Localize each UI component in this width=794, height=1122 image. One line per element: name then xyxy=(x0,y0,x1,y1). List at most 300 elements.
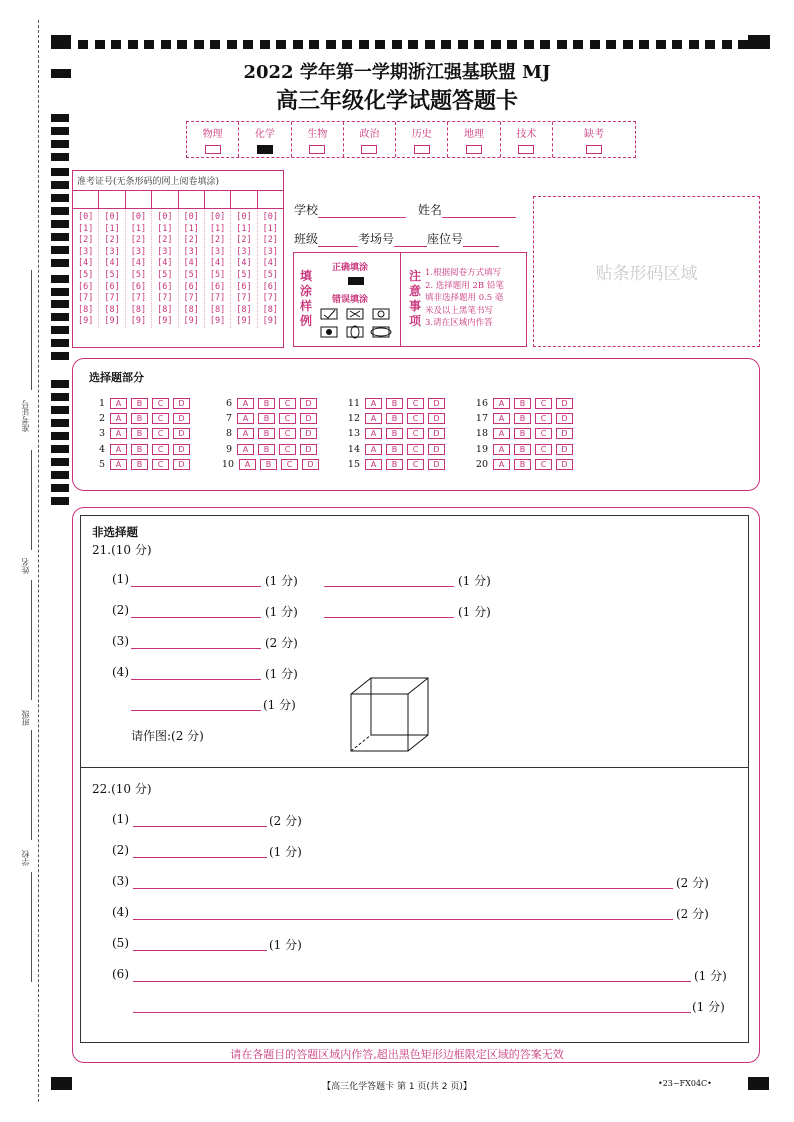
exam-id-bubble[interactable]: [7] xyxy=(262,293,278,304)
timing-mark xyxy=(51,300,69,308)
q21-part4-score: (1 分) xyxy=(265,667,298,681)
exam-id-bubble[interactable]: [8] xyxy=(104,304,120,315)
subject-option[interactable] xyxy=(448,122,500,157)
mc-question-number: 18 xyxy=(475,428,488,439)
side-label-class: 班级 xyxy=(21,710,30,726)
mc-question-row xyxy=(220,413,321,424)
binding-line xyxy=(38,20,39,1102)
exam-id-bubble[interactable]: [5] xyxy=(78,269,94,280)
mc-option-bubble[interactable]: A xyxy=(237,398,254,409)
exam-id-bubble[interactable]: [7] xyxy=(183,293,199,304)
mc-option-bubble[interactable]: D xyxy=(173,459,190,470)
timing-mark xyxy=(359,40,369,49)
mc-option-bubble[interactable]: A xyxy=(110,413,127,424)
exam-id-bubble[interactable]: [4] xyxy=(104,258,120,269)
exam-id-bubble[interactable]: [1] xyxy=(157,223,173,234)
exam-id-bubble[interactable]: [3] xyxy=(78,246,94,257)
exam-id-bubble[interactable]: [5] xyxy=(104,269,120,280)
mc-option-bubble[interactable]: A xyxy=(365,413,382,424)
q22-part6-score: (1 分) xyxy=(694,969,727,983)
timing-mark xyxy=(144,40,154,49)
exam-id-bubble[interactable]: [9] xyxy=(104,316,120,327)
mc-option-bubble[interactable]: B xyxy=(258,398,275,409)
exam-id-bubble[interactable]: [1] xyxy=(183,223,199,234)
side-write-line xyxy=(31,580,32,700)
mc-option-bubble[interactable]: D xyxy=(428,459,445,470)
q22-part4-score: (2 分) xyxy=(676,907,709,921)
exam-id-bubble[interactable]: [3] xyxy=(209,246,226,257)
subject-label: 化学 xyxy=(254,129,275,140)
exam-id-bubble[interactable]: [4] xyxy=(236,258,252,269)
q22-part5-answer-line[interactable] xyxy=(133,950,267,951)
timing-mark xyxy=(51,471,69,479)
mc-question-number: 15 xyxy=(347,459,360,470)
subject-option[interactable] xyxy=(292,122,344,157)
mc-option-bubble[interactable]: B xyxy=(131,459,148,470)
mc-option-bubble[interactable]: C xyxy=(535,428,552,439)
exam-id-bubble[interactable]: [6] xyxy=(236,281,252,292)
timing-mark xyxy=(656,40,666,49)
exam-id-bubble[interactable]: [3] xyxy=(157,246,173,257)
exam-id-bubble[interactable]: [7] xyxy=(209,293,226,304)
mc-option-bubble[interactable]: A xyxy=(237,428,254,439)
mc-option-bubble[interactable]: A xyxy=(493,428,510,439)
exam-id-bubble[interactable]: [1] xyxy=(209,223,226,234)
class-room-seat-row xyxy=(294,230,499,247)
mc-option-bubble[interactable]: A xyxy=(110,459,127,470)
timing-mark xyxy=(51,35,71,49)
sheet-title: 高三年级化学试题答题卡 xyxy=(275,89,518,114)
exam-id-bubble[interactable]: [2] xyxy=(262,235,278,246)
mc-option-bubble[interactable]: A xyxy=(237,413,254,424)
fill-sample-box xyxy=(293,252,401,347)
mc-option-bubble[interactable]: D xyxy=(428,428,445,439)
timing-mark xyxy=(51,168,69,176)
mc-option-bubble[interactable]: B xyxy=(514,398,531,409)
subject-label: 政治 xyxy=(359,129,380,140)
q21-part2-answer-line[interactable] xyxy=(131,617,261,618)
mc-option-bubble[interactable]: A xyxy=(493,459,510,470)
exam-id-bubble[interactable]: [4] xyxy=(262,258,278,269)
subject-label: 生物 xyxy=(307,129,328,140)
timing-mark xyxy=(748,35,770,49)
q22-part5-score: (1 分) xyxy=(269,938,302,952)
mc-option-bubble[interactable]: B xyxy=(386,413,403,424)
mc-question-number: 1 xyxy=(98,398,105,409)
timing-mark xyxy=(95,40,105,49)
timing-mark xyxy=(689,40,699,49)
q22-part2-answer-line[interactable] xyxy=(133,857,267,858)
subject-checkbox[interactable] xyxy=(361,145,377,154)
exam-id-bubble[interactable]: [1] xyxy=(262,223,278,234)
notes-char: 项 xyxy=(409,314,422,328)
mc-question-row xyxy=(93,444,194,455)
exam-id-bubble[interactable]: [1] xyxy=(104,223,120,234)
timing-mark xyxy=(623,40,633,49)
class-label: 班级 xyxy=(294,232,319,246)
q22-label: 22.(10 分) xyxy=(92,782,152,796)
exam-id-bubble[interactable]: [5] xyxy=(183,269,199,280)
mc-option-bubble[interactable]: B xyxy=(131,413,148,424)
exam-id-bubble[interactable]: [9] xyxy=(157,316,173,327)
mc-option-bubble[interactable]: D xyxy=(556,398,573,409)
seat-field[interactable] xyxy=(463,234,499,247)
timing-mark xyxy=(458,40,468,49)
multiple-choice-section xyxy=(72,358,760,491)
exam-id-bubble[interactable]: [9] xyxy=(130,316,147,327)
mc-option-bubble[interactable]: B xyxy=(386,444,403,455)
exam-id-bubble[interactable]: [4] xyxy=(130,258,147,269)
timing-mark xyxy=(639,40,649,49)
name-field[interactable] xyxy=(442,205,516,218)
subject-option[interactable] xyxy=(553,122,635,157)
mc-question-row xyxy=(93,459,194,470)
mc-option-bubble[interactable]: B xyxy=(386,428,403,439)
notes-char: 事 xyxy=(409,299,422,313)
mc-option-bubble[interactable]: D xyxy=(556,413,573,424)
mc-question-row xyxy=(220,459,323,470)
mc-option-bubble[interactable]: C xyxy=(152,413,169,424)
timing-mark xyxy=(51,140,69,148)
exam-id-bubble[interactable]: [5] xyxy=(157,269,173,280)
class-field[interactable] xyxy=(318,234,358,247)
mc-option-bubble[interactable]: A xyxy=(365,428,382,439)
essay-title: 非选择题 xyxy=(92,525,138,539)
exam-id-bubble[interactable]: [0] xyxy=(78,212,94,222)
mc-question-row xyxy=(93,428,194,439)
exam-id-bubble[interactable]: [8] xyxy=(262,304,278,315)
exam-id-bubble[interactable]: [6] xyxy=(104,281,120,292)
mc-option-bubble[interactable]: D xyxy=(556,459,573,470)
q22-part2-score: (1 分) xyxy=(269,845,302,859)
mc-option-bubble[interactable]: A xyxy=(239,459,256,470)
mc-question-row xyxy=(474,413,577,424)
subject-checkbox[interactable] xyxy=(466,145,482,154)
mc-option-bubble[interactable]: C xyxy=(535,459,552,470)
q21-part4b-answer-line[interactable] xyxy=(131,710,261,711)
notes-items xyxy=(425,267,504,330)
mc-option-bubble[interactable]: C xyxy=(279,444,296,455)
exam-id-bubble[interactable]: [0] xyxy=(157,212,173,222)
exam-id-bubble[interactable]: [1] xyxy=(236,223,252,234)
exam-id-bubble[interactable]: [9] xyxy=(183,316,199,327)
mc-option-bubble[interactable]: D xyxy=(556,444,573,455)
mc-option-bubble[interactable]: C xyxy=(279,413,296,424)
boundary-warning: 请在各题目的答题区域内作答,超出黑色矩形边框限定区域的答案无效 xyxy=(230,1048,564,1061)
mc-question-number: 20 xyxy=(475,459,488,470)
timing-mark xyxy=(161,40,171,49)
notes-item: 1.根据阅卷方式填写 xyxy=(425,268,502,278)
mc-option-bubble[interactable]: D xyxy=(300,444,317,455)
q21-label: 21.(10 分) xyxy=(92,543,152,557)
mc-option-bubble[interactable]: B xyxy=(514,413,531,424)
mc-option-bubble[interactable]: B xyxy=(386,398,403,409)
notes-char: 意 xyxy=(409,284,422,298)
q21-part1-score: (1 分) xyxy=(265,574,298,588)
mc-question-row xyxy=(93,413,194,424)
mc-option-bubble[interactable]: D xyxy=(428,413,445,424)
subject-option[interactable] xyxy=(501,122,553,157)
corner-mark xyxy=(748,1077,769,1090)
timing-mark xyxy=(540,40,550,49)
mc-question-row xyxy=(346,428,449,439)
mc-option-bubble[interactable]: A xyxy=(365,444,382,455)
subject-option[interactable] xyxy=(239,122,291,157)
exam-id-bubble[interactable]: [2] xyxy=(236,235,252,246)
mc-option-bubble[interactable]: B xyxy=(514,428,531,439)
subject-checkbox[interactable] xyxy=(414,145,430,154)
timing-mark xyxy=(51,458,69,466)
subject-checkbox[interactable] xyxy=(586,145,602,154)
timing-mark xyxy=(177,40,187,49)
timing-mark xyxy=(375,40,385,49)
mc-option-bubble[interactable]: D xyxy=(428,398,445,409)
exam-id-bubble[interactable]: [3] xyxy=(104,246,120,257)
mc-question-number: 5 xyxy=(98,459,105,470)
mc-option-bubble[interactable]: D xyxy=(300,413,317,424)
exam-id-bubble[interactable]: [8] xyxy=(236,304,252,315)
exam-id-bubble[interactable]: [4] xyxy=(209,258,226,269)
mc-option-bubble[interactable]: C xyxy=(281,459,298,470)
mc-option-bubble[interactable]: C xyxy=(407,398,424,409)
exam-id-bubble[interactable]: [8] xyxy=(157,304,173,315)
exam-id-bubble[interactable]: [2] xyxy=(157,235,173,246)
mc-option-bubble[interactable]: B xyxy=(258,413,275,424)
exam-id-bubble[interactable]: [4] xyxy=(157,258,173,269)
subject-checkbox[interactable] xyxy=(309,145,325,154)
mc-option-bubble[interactable]: C xyxy=(535,444,552,455)
mc-option-bubble[interactable]: A xyxy=(365,398,382,409)
exam-id-bubble[interactable]: [4] xyxy=(78,258,94,269)
subject-selector xyxy=(186,121,636,158)
exam-id-bubble[interactable]: [3] xyxy=(236,246,252,257)
q21-part1-answer-line[interactable] xyxy=(131,586,261,587)
mc-option-bubble[interactable]: B xyxy=(131,444,148,455)
exam-id-bubble[interactable]: [1] xyxy=(130,223,147,234)
exam-id-bubble[interactable]: [9] xyxy=(262,316,278,327)
corner-mark xyxy=(51,1077,72,1090)
wrong-fill-label: 错误填涂 xyxy=(332,295,369,305)
exam-id-bubble[interactable]: [2] xyxy=(183,235,199,246)
exam-id-bubble[interactable]: [2] xyxy=(78,235,94,246)
timing-mark xyxy=(606,40,616,49)
exam-id-bubble[interactable]: [9] xyxy=(236,316,252,327)
timing-mark xyxy=(111,40,121,49)
mc-question-number: 12 xyxy=(347,413,360,424)
mc-option-bubble[interactable]: D xyxy=(428,444,445,455)
q22-part6-answer-line[interactable] xyxy=(133,981,691,982)
timing-mark xyxy=(210,40,220,49)
q21-part1b-answer-line[interactable] xyxy=(324,586,454,587)
mc-option-bubble[interactable]: C xyxy=(152,459,169,470)
exam-id-bubble[interactable]: [0] xyxy=(104,212,120,222)
q22-part3-answer-line[interactable] xyxy=(133,888,673,889)
mc-option-bubble[interactable]: C xyxy=(279,428,296,439)
timing-mark xyxy=(51,127,69,135)
exam-id-bubble[interactable]: [4] xyxy=(183,258,199,269)
mc-option-bubble[interactable]: C xyxy=(152,428,169,439)
mc-option-bubble[interactable]: A xyxy=(493,413,510,424)
barcode-area: 贴条形码区域 xyxy=(533,196,760,347)
q21-part3-answer-line[interactable] xyxy=(131,648,261,649)
paper-code: •23−FX04C• xyxy=(658,1079,712,1088)
exam-id-bubble[interactable]: [1] xyxy=(78,223,94,234)
mc-option-bubble[interactable]: D xyxy=(173,428,190,439)
mc-option-bubble[interactable]: B xyxy=(131,428,148,439)
mc-option-bubble[interactable]: C xyxy=(407,459,424,470)
q22-part1-label: (1) xyxy=(112,812,129,826)
mc-option-bubble[interactable]: B xyxy=(514,444,531,455)
exam-id-bubble[interactable]: [6] xyxy=(183,281,199,292)
subject-checkbox[interactable] xyxy=(257,145,273,154)
exam-id-bubble[interactable]: [7] xyxy=(78,293,94,304)
exam-id-bubble[interactable]: [5] xyxy=(209,269,226,280)
fill-sample-label xyxy=(300,269,312,329)
timing-mark xyxy=(309,40,319,49)
subject-option[interactable] xyxy=(187,122,239,157)
q21-part3-label: (3) xyxy=(112,634,129,648)
timing-mark xyxy=(51,432,69,440)
exam-id-bubble[interactable]: [6] xyxy=(157,281,173,292)
timing-mark xyxy=(51,114,69,122)
mc-option-bubble[interactable]: C xyxy=(535,413,552,424)
mc-option-bubble[interactable]: B xyxy=(260,459,277,470)
school-field[interactable] xyxy=(318,205,406,218)
side-write-line xyxy=(31,270,32,390)
mc-option-bubble[interactable]: A xyxy=(110,428,127,439)
q21-draw-label: 请作图:(2 分) xyxy=(131,729,204,743)
mc-option-bubble[interactable]: C xyxy=(152,444,169,455)
exam-id-bubble[interactable]: [9] xyxy=(209,316,226,327)
subject-checkbox[interactable] xyxy=(518,145,534,154)
exam-id-bubble[interactable]: [3] xyxy=(130,246,147,257)
exam-id-bubble[interactable]: [0] xyxy=(130,212,147,222)
q22-part4-label: (4) xyxy=(112,905,129,919)
q22-part1-answer-line[interactable] xyxy=(133,826,267,827)
mc-option-bubble[interactable]: C xyxy=(152,398,169,409)
exam-id-bubble[interactable]: [2] xyxy=(104,235,120,246)
exam-id-bubble[interactable]: [6] xyxy=(78,281,94,292)
exam-id-bubble[interactable]: [0] xyxy=(236,212,252,222)
exam-id-bubble[interactable]: [3] xyxy=(183,246,199,257)
exam-id-bubble[interactable]: [8] xyxy=(130,304,147,315)
mc-option-bubble[interactable]: C xyxy=(279,398,296,409)
mc-option-bubble[interactable]: A xyxy=(493,444,510,455)
exam-id-bubble[interactable]: [7] xyxy=(104,293,120,304)
mc-question-row xyxy=(346,413,449,424)
notes-label xyxy=(409,269,421,329)
fill-sample-char: 例 xyxy=(300,314,313,328)
mc-question-number: 8 xyxy=(225,428,232,439)
mc-option-bubble[interactable]: B xyxy=(258,428,275,439)
exam-id-bubble[interactable]: [0] xyxy=(209,212,226,222)
mc-option-bubble[interactable]: D xyxy=(173,413,190,424)
exam-id-header: 准考证号(无条形码的网上阅卷填涂) xyxy=(73,171,283,191)
side-write-line xyxy=(31,730,32,840)
exam-id-bubble[interactable]: [5] xyxy=(236,269,252,280)
cube-drawing-area[interactable] xyxy=(348,675,433,755)
exam-id-bubble[interactable]: [7] xyxy=(236,293,252,304)
exam-id-bubble[interactable]: [9] xyxy=(78,316,94,327)
q21-part4-answer-line[interactable] xyxy=(131,679,261,680)
notes-item: 3.请在区域内作答 xyxy=(425,318,493,328)
exam-id-bubble[interactable]: [7] xyxy=(130,293,147,304)
fill-sample-char: 涂 xyxy=(300,284,313,298)
exam-id-bubble[interactable]: [0] xyxy=(262,212,278,222)
exam-id-bubble[interactable]: [8] xyxy=(209,304,226,315)
exam-id-bubble[interactable]: [6] xyxy=(262,281,278,292)
exam-room-label: 考场号 xyxy=(358,232,395,246)
exam-id-grid xyxy=(72,170,284,348)
mc-option-bubble[interactable]: D xyxy=(173,398,190,409)
mc-option-bubble[interactable]: C xyxy=(535,398,552,409)
subject-option[interactable] xyxy=(396,122,448,157)
mc-option-bubble[interactable]: D xyxy=(300,428,317,439)
exam-id-bubble[interactable]: [6] xyxy=(209,281,226,292)
exam-id-bubble[interactable]: [8] xyxy=(78,304,94,315)
q22-part5-label: (5) xyxy=(112,936,129,950)
q22-part3-label: (3) xyxy=(112,874,129,888)
mc-option-bubble[interactable]: A xyxy=(365,459,382,470)
essay-divider xyxy=(80,767,749,768)
mc-option-bubble[interactable]: A xyxy=(110,398,127,409)
multiple-choice-title: 选择题部分 xyxy=(89,371,144,384)
q22-part4-answer-line[interactable] xyxy=(133,919,673,920)
mc-option-bubble[interactable]: C xyxy=(407,413,424,424)
exam-id-write-boxes[interactable] xyxy=(73,191,283,209)
timing-mark xyxy=(441,40,451,49)
exam-room-field[interactable] xyxy=(394,234,427,247)
timing-mark xyxy=(51,220,69,228)
mc-option-bubble[interactable]: D xyxy=(302,459,319,470)
exam-id-bubble[interactable]: [2] xyxy=(209,235,226,246)
q21-part2b-answer-line[interactable] xyxy=(324,617,454,618)
q22-part6b-answer-line[interactable] xyxy=(133,1012,691,1013)
exam-id-bubble[interactable]: [8] xyxy=(183,304,199,315)
mc-option-bubble[interactable]: B xyxy=(514,459,531,470)
exam-id-bubble[interactable]: [2] xyxy=(130,235,147,246)
mc-option-bubble[interactable]: B xyxy=(258,444,275,455)
mc-question-number: 13 xyxy=(347,428,360,439)
subject-checkbox[interactable] xyxy=(205,145,221,154)
exam-id-bubble[interactable]: [6] xyxy=(130,281,147,292)
mc-option-bubble[interactable]: B xyxy=(386,459,403,470)
subject-option[interactable] xyxy=(344,122,396,157)
subject-label: 历史 xyxy=(411,129,432,140)
mc-option-bubble[interactable]: D xyxy=(173,444,190,455)
mc-option-bubble[interactable]: A xyxy=(237,444,254,455)
q22-part1-score: (2 分) xyxy=(269,814,302,828)
mc-option-bubble[interactable]: C xyxy=(407,428,424,439)
exam-id-bubble[interactable]: [0] xyxy=(183,212,199,222)
q21-part2-label: (2) xyxy=(112,603,129,617)
timing-mark xyxy=(51,497,69,505)
mc-question-number: 2 xyxy=(98,413,105,424)
exam-id-bubble[interactable]: [3] xyxy=(262,246,278,257)
mc-question-row xyxy=(220,398,321,409)
mc-option-bubble[interactable]: B xyxy=(131,398,148,409)
mc-option-bubble[interactable]: D xyxy=(556,428,573,439)
exam-id-bubble[interactable]: [5] xyxy=(262,269,278,280)
exam-id-bubble[interactable]: [7] xyxy=(157,293,173,304)
timing-mark xyxy=(507,40,517,49)
exam-id-bubble[interactable]: [5] xyxy=(130,269,147,280)
mc-option-bubble[interactable]: A xyxy=(493,398,510,409)
mc-option-bubble[interactable]: D xyxy=(300,398,317,409)
mc-option-bubble[interactable]: A xyxy=(110,444,127,455)
mc-option-bubble[interactable]: C xyxy=(407,444,424,455)
timing-mark xyxy=(705,40,715,49)
